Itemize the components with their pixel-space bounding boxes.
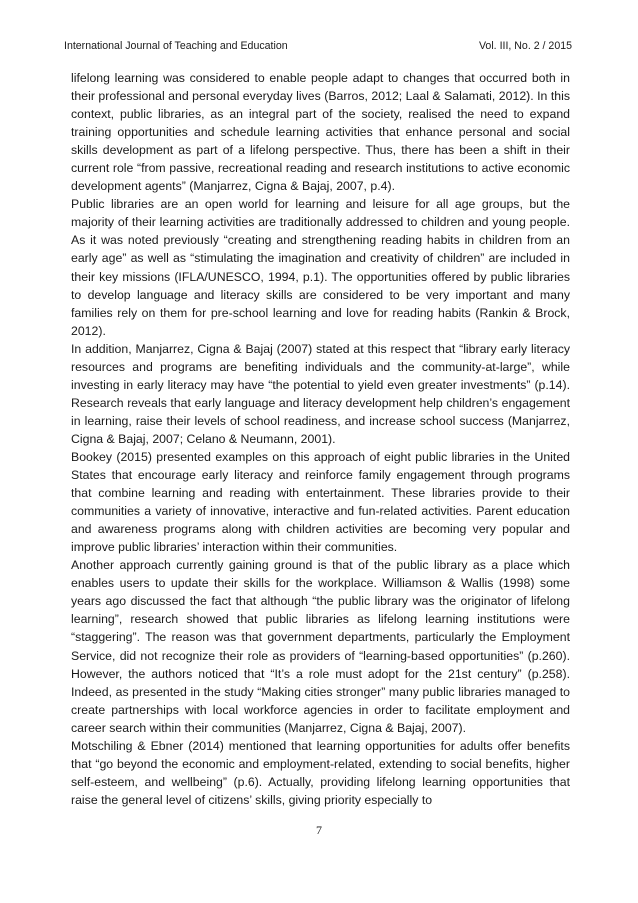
paragraph: Bookey (2015) presented examples on this approach of eight public libraries in the United States that encourage early literacy and reinforce family engagement through programs that combine learning and reading with entertainment. These libraries provide to their communities a variety of innovative, interactive and fun-related activities. Parent education and awareness programs along with children activities are becoming very popular and improve public libraries’ interaction within their communities. xyxy=(71,449,570,555)
paragraph: lifelong learning was considered to enable people adapt to changes that occurred both in their professional and personal everyday lives (Barros, 2012; Laal & Salamati, 2012). In this context, public libraries, as an integral part of the society, realised the need to expand training opportunities and schedule learning activities that enhance personal and social skills development as part of a lifelong perspective. Thus, there has been a shift in their current role “from passive, recreational reading and research institutions to active economic development agents” (Manjarrez, Cigna & Bajaj, 2007, p.4). xyxy=(71,71,570,194)
paragraph: Public libraries are an open world for learning and leisure for all age groups, but the majority of their learning activities are traditionally addressed to children and young people. As it was noted previously “creating and strengthening reading habits in children from an early age” as well as “stimulating the imagination and creativity of children” are included in their key missions (IFLA/UNESCO, 1994, p.1). The opportunities offered by public libraries to develop language and literacy skills are considered to be very important and many families rely on them for pre-school learning and love for reading habits (Rankin & Brock, 2012). xyxy=(71,197,570,338)
page-number: 7 xyxy=(316,823,322,837)
paragraph: Another approach currently gaining ground is that of the public library as a place which enables users to update their skills for the workplace. Williamson & Wallis (1998) some years ago discussed the fact that although “the public library was the originator of lifelong learning”, research showed that public libraries as lifelong learning institutions were “staggering”. The reason was that government departments, particularly the Employment Service, did not recognize their role as providers of “learning-based opportunities” (p.260). However, the authors noticed that “It’s a role must adopt for the 21st century” (p.258). Indeed, as presented in the study “Making cities stronger” many public libraries managed to create partnerships with local workforce agencies in order to facilitate employment and career search within their communities (Manjarrez, Cigna & Bajaj, 2007). xyxy=(71,558,570,735)
journal-title: International Journal of Teaching and Education xyxy=(64,40,288,52)
volume-info: Vol. III, No. 2 / 2015 xyxy=(478,40,572,52)
body-text xyxy=(71,69,570,809)
paragraph: Motschiling & Ebner (2014) mentioned that learning opportunities for adults offer benefits that “go beyond the economic and employment-related, extending to social benefits, higher self-esteem, and wellbeing” (p.6). Actually, providing lifelong learning opportunities that raise the general level of citizens’ skills, giving priority especially to xyxy=(71,738,570,807)
paragraph: In addition, Manjarrez, Cigna & Bajaj (2007) stated at this respect that “library early literacy resources and programs are benefiting individuals and the community-at-large”, while investing in early literacy may have “the potential to yield even greater investments” (p.14). Research reveals that early language and literacy development help children’s engagement in learning, raise their levels of school readiness, and increase school success (Manjarrez, Cigna & Bajaj, 2007; Celano & Neumann, 2001). xyxy=(71,341,570,446)
